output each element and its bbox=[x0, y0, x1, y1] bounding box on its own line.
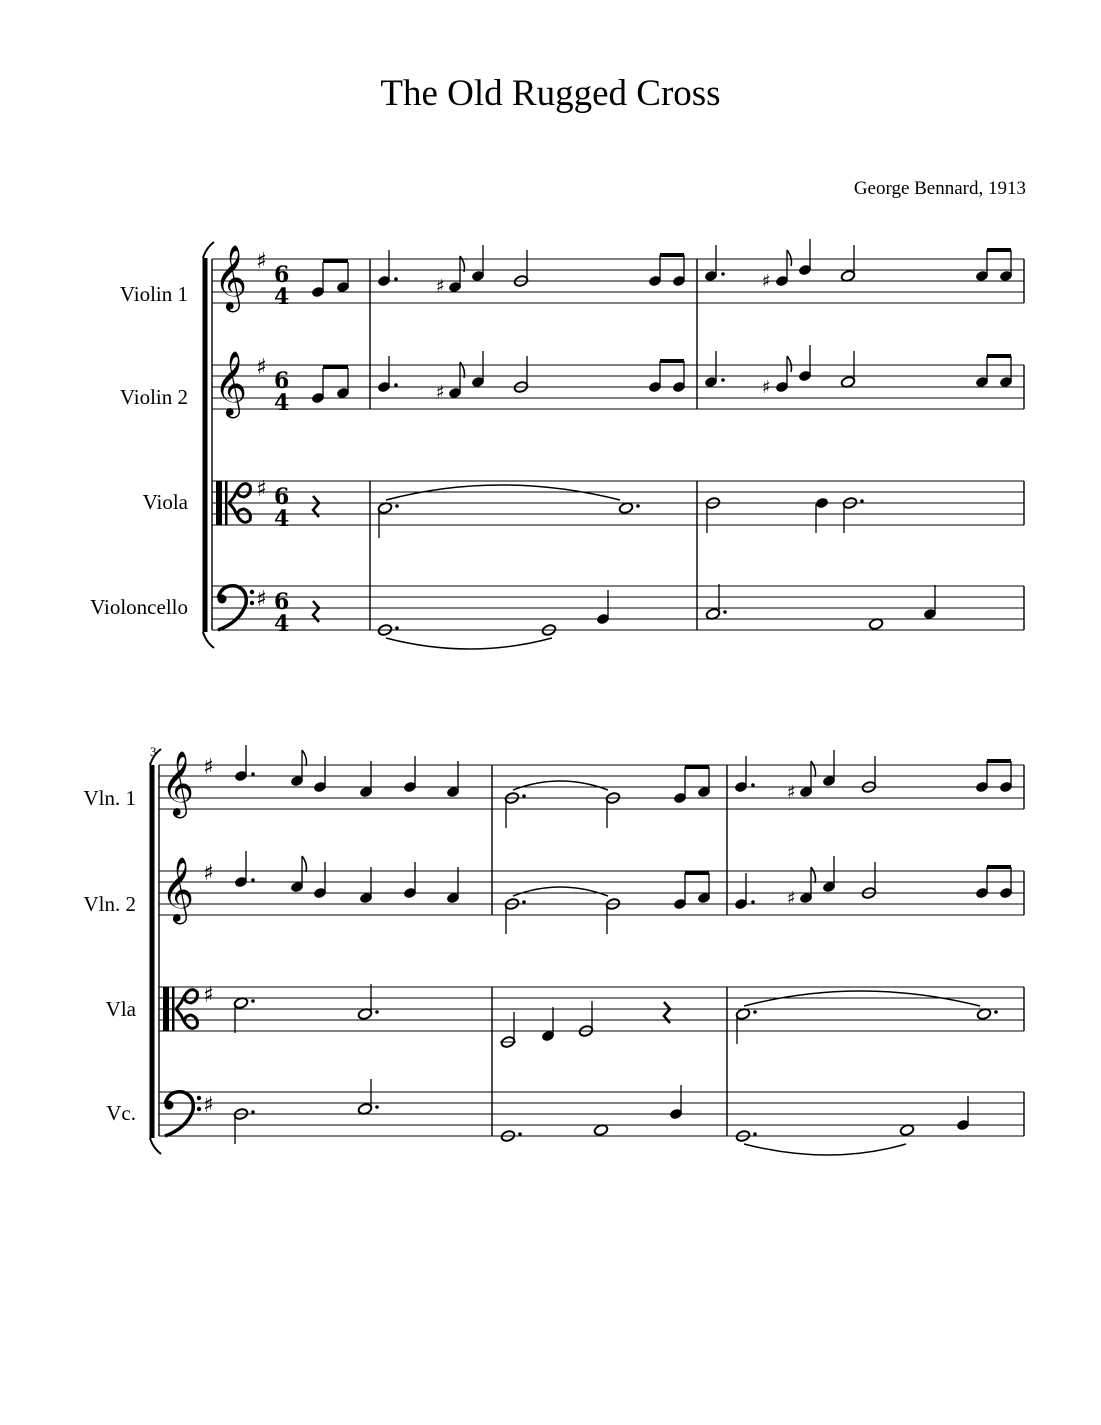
svg-text:♯: ♯ bbox=[203, 755, 214, 780]
svg-text:♯: ♯ bbox=[436, 276, 445, 297]
svg-text:6: 6 bbox=[274, 262, 290, 288]
svg-text:♯: ♯ bbox=[203, 861, 214, 886]
score-title: The Old Rugged Cross bbox=[380, 73, 721, 114]
svg-text:6: 6 bbox=[274, 589, 290, 615]
instrument-label: Vc. bbox=[106, 1101, 136, 1125]
instrument-label: Violin 1 bbox=[119, 282, 188, 306]
svg-text:♯: ♯ bbox=[436, 382, 445, 403]
system-2 bbox=[150, 744, 1024, 1155]
instrument-label: Viola bbox=[142, 490, 188, 514]
svg-text:♯: ♯ bbox=[256, 249, 267, 274]
treble-clef-icon: 𝄞 bbox=[161, 857, 195, 922]
svg-text:6: 6 bbox=[274, 484, 290, 510]
viola-notes bbox=[313, 485, 864, 538]
svg-text:6: 6 bbox=[274, 368, 290, 394]
svg-text:4: 4 bbox=[274, 284, 290, 310]
svg-text:4: 4 bbox=[274, 611, 290, 637]
treble-clef-icon: 𝄞 bbox=[161, 751, 195, 816]
instrument-label: Vln. 1 bbox=[83, 786, 136, 810]
cello-notes bbox=[233, 1079, 970, 1155]
svg-text:♯: ♯ bbox=[256, 587, 267, 612]
svg-text:♯: ♯ bbox=[787, 888, 796, 909]
svg-text:4: 4 bbox=[274, 506, 290, 532]
cello-notes bbox=[313, 584, 937, 649]
svg-text:♯: ♯ bbox=[787, 782, 796, 803]
svg-text:♯: ♯ bbox=[203, 983, 214, 1008]
svg-text:♯: ♯ bbox=[762, 377, 771, 398]
measure-number: 3 bbox=[150, 744, 157, 759]
svg-text:♯: ♯ bbox=[203, 1093, 214, 1118]
svg-text:♯: ♯ bbox=[762, 271, 771, 292]
violin1-notes bbox=[311, 239, 1013, 298]
violin2-notes bbox=[311, 345, 1013, 404]
instrument-label: Vla bbox=[105, 997, 136, 1021]
svg-text:4: 4 bbox=[274, 390, 290, 416]
instrument-label: Violin 2 bbox=[119, 385, 188, 409]
system-1 bbox=[203, 239, 1024, 649]
treble-clef-icon: 𝄞 bbox=[214, 351, 248, 416]
time-signature bbox=[274, 262, 289, 637]
treble-clef-icon: 𝄞 bbox=[214, 245, 248, 310]
instrument-label: Violoncello bbox=[90, 595, 188, 619]
instrument-label: Vln. 2 bbox=[83, 892, 136, 916]
svg-text:♯: ♯ bbox=[256, 355, 267, 380]
viola-notes bbox=[233, 984, 997, 1048]
svg-text:♯: ♯ bbox=[256, 477, 267, 502]
composer: George Bennard, 1913 bbox=[853, 178, 1026, 199]
